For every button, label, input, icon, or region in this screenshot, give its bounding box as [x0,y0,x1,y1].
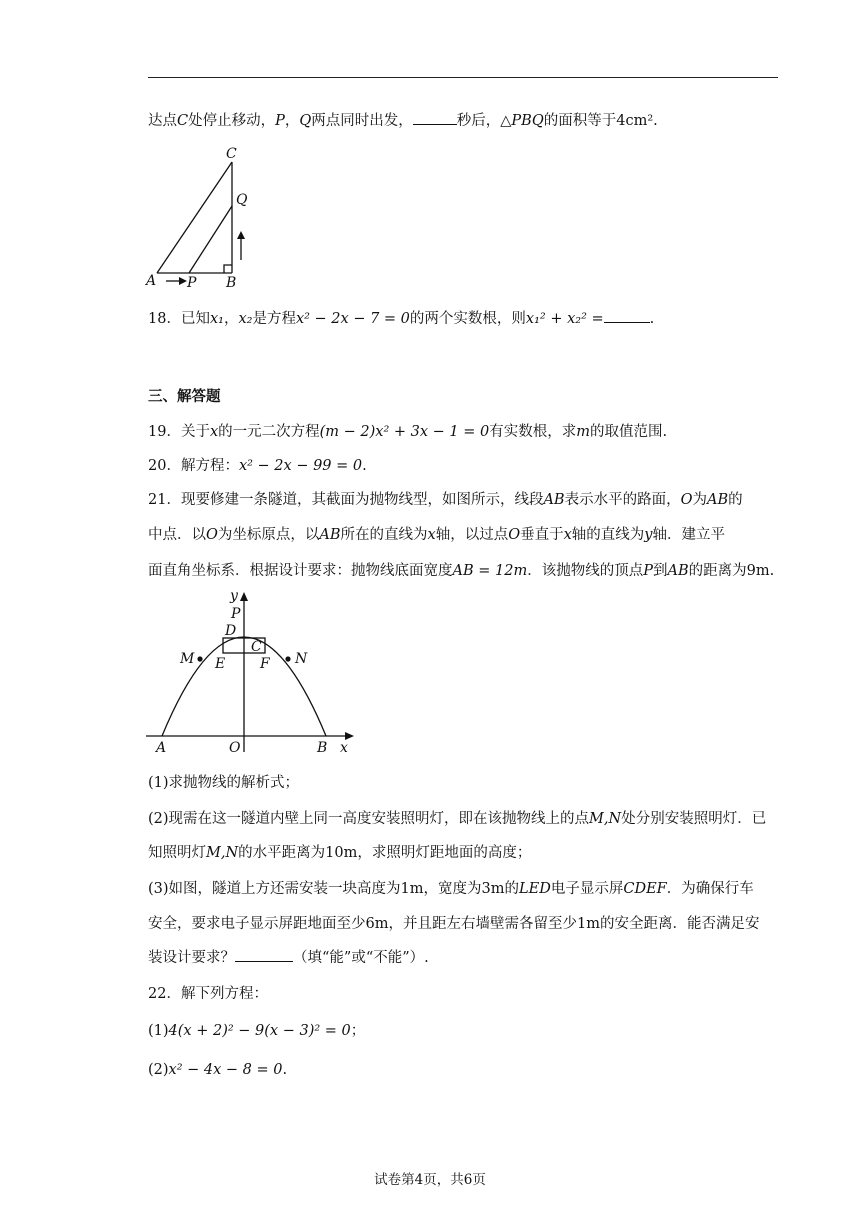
q21-text: 为 [692,492,707,508]
label-a: A [156,740,167,756]
q20-number: 20． [148,458,181,474]
q21-2-text: 处分别安装照明灯．已 [621,811,767,827]
q17-point-q: Q [299,113,312,129]
q21-text: 到 [652,563,668,579]
label-p: P [187,275,197,291]
q19-text: 关于 [180,424,210,440]
q17-sep: ， [284,113,300,129]
q18-sep: ， [223,311,239,327]
q21-part-1: (1)求抛物线的解析式； [148,775,300,791]
q21-x: x [427,527,436,543]
q21-text: 轴．建立平 [652,527,725,543]
q20-end: . [362,458,367,474]
q18-x1: x₁ [209,311,224,327]
q22-2-equation: x² − 4x − 8 = 0 [168,1062,283,1078]
section-heading: 三、解答题 [148,388,221,405]
question-18 [148,308,654,330]
q22-1-end: ； [350,1023,366,1039]
q17-area: 4cm² [616,113,654,129]
q21-text: 的距离为 [688,563,747,579]
q19-number: 19． [148,424,181,440]
q21-figure [140,588,370,758]
q21-2-distance: 10m [325,845,358,861]
right-angle-mark [224,265,232,273]
page-footer: 试卷第4页，共6页 [374,1172,486,1188]
q21-3-text: 装设计要求？ [148,950,235,966]
label-m: M [180,651,195,667]
q21-3-led: LED [519,881,551,897]
q19-text: 的一元二次方程 [218,424,320,440]
q19-var-m: m [576,424,590,440]
q21-text: 为坐标原点，以 [217,527,320,543]
q21-3-text: 的 [504,881,520,897]
q21-3-cdef: CDEF [623,881,667,897]
q19-text: 有实数根，求 [489,424,577,440]
q18-expression: x₁² + x₂² = [525,311,604,327]
q21-x: x [563,527,572,543]
q21-text: 垂直于 [520,527,564,543]
q18-number: 18． [148,311,181,327]
q20-equation: x² − 2x − 99 = 0 [238,458,363,474]
q18-text: 的两个实数根，则 [409,311,526,327]
q19-equation: (m − 2)x² + 3x − 1 = 0 [319,424,490,440]
q17-text: 秒后， [456,113,501,129]
question-19 [148,421,667,443]
label-c: C [226,146,237,162]
q21-p: P [643,563,653,579]
q21-line-3 [148,560,774,582]
q21-ab: AB [706,492,729,508]
q17-point-p: P [275,113,285,129]
q22-part-1 [148,1020,365,1042]
label-f: F [260,656,270,672]
q21-part-2-line-2 [148,842,531,864]
label-e: E [215,656,226,672]
label-y: y [230,588,238,604]
x-axis-arrow-icon [345,732,354,740]
q21-ab: AB [667,563,689,579]
q17-answer-blank[interactable] [413,110,457,125]
point-m [197,656,202,661]
q21-2-text: 的水平距离为 [238,845,326,861]
q21-y: y [644,527,653,543]
label-x: x [340,740,348,756]
q21-2-text: (2)现需在这一隧道内壁上同一高度安装照明灯，即在该抛物线上的点 [148,811,590,827]
label-d: D [225,623,237,639]
q21-text: 所在的直线为 [340,527,428,543]
q21-line-2 [148,524,725,546]
q22-1-number: (1) [148,1023,169,1039]
q21-o: O [206,527,218,543]
q21-3-width: 3m [481,881,505,897]
q21-line-1 [148,489,743,511]
label-c: C [251,639,262,655]
question-20 [148,455,367,477]
q21-part-3-line-1 [148,878,754,900]
q18-text: 是方程 [252,311,296,327]
label-b: B [226,275,237,291]
q17-continuation [148,110,658,132]
q21-part-3-line-2 [148,913,759,935]
label-b: B [317,740,328,756]
q21-text: 轴的直线为 [571,527,645,543]
q21-3-text: ．为确保行车 [666,881,754,897]
q21-3-text: ，宽度为 [423,881,482,897]
label-q: Q [236,192,248,208]
q21-height: 9m [746,563,770,579]
q17-text: 处停止移动， [188,113,276,129]
q17-end: . [653,113,658,129]
q21-2-mn: M,N [589,811,622,827]
q17-text: 达点 [148,113,177,129]
q21-o: O [680,492,693,508]
q21-3-min-height: 6m [365,916,389,932]
label-o: O [229,740,241,756]
q21-text: 中点．以 [148,527,206,543]
q21-3-text: 安全，要求电子显示屏距地面至少 [148,916,366,932]
q21-text: 轴，以过点 [435,527,509,543]
y-axis-arrow-icon [240,592,248,601]
arrow-up-icon [237,231,245,239]
q17-triangle: △PBQ [500,113,544,129]
q21-2-mn: M,N [206,845,239,861]
q17-figure [140,142,280,292]
q21-3-text: （填“能”或“不能”）. [293,950,429,966]
q21-part-3-line-3 [148,947,429,969]
point-n [285,656,290,661]
header-rule [148,77,778,78]
q21-o: O [508,527,521,543]
label-a: A [146,273,157,289]
arrow-right-icon [179,277,187,285]
q21-2-text: 知照明灯 [148,845,206,861]
q18-text: 已知 [180,311,210,327]
q20-text: 解方程： [180,458,239,474]
q18-end: . [649,311,655,327]
q18-x2: x₂ [238,311,253,327]
q22-2-number: (2) [148,1062,169,1078]
q19-text: 的取值范围. [590,424,668,440]
q21-text: 面直角坐标系．根据设计要求：抛物线底面宽度 [148,563,453,579]
q21-ab: AB [543,492,565,508]
q21-3-margin: 1m [576,916,600,932]
label-n: N [295,651,308,667]
q21-part-2-line-1 [148,808,766,830]
q17-text: 的面积等于 [543,113,617,129]
q19-var-x: x [209,424,219,440]
q21-3-text: ，并且距左右墙壁需各留至少 [388,916,577,932]
q21-text: 的 [728,492,743,508]
segment-ac [157,162,232,273]
q22-2-end: . [282,1062,288,1078]
q21-3-answer-blank[interactable] [235,947,293,962]
q21-text: ．该抛物线的顶点 [527,563,644,579]
q22-1-equation: 4(x + 2)² − 9(x − 3)² = 0 [168,1023,351,1039]
label-p: P [231,606,241,622]
q18-equation: x² − 2x − 7 = 0 [295,311,410,327]
q21-text: 21．现要修建一条隧道，其截面为抛物线型，如图所示，线段 [148,492,544,508]
q21-3-text: (3)如图，隧道上方还需安装一块高度为 [148,881,401,897]
q22-part-2 [148,1059,287,1081]
q17-text: 两点同时出发， [311,113,413,129]
q21-3-text: 电子显示屏 [550,881,624,897]
q21-text: 表示水平的路面， [564,492,681,508]
q18-answer-blank[interactable] [604,308,650,323]
q17-point-c: C [177,113,189,129]
q21-ab: AB [319,527,341,543]
q21-2-text: ，求照明灯距地面的高度； [357,845,532,861]
q21-3-height: 1m [400,881,424,897]
q21-end: . [769,563,775,579]
question-22: 22．解下列方程： [148,986,268,1002]
q21-3-text: 的安全距离．能否满足安 [599,916,760,932]
q21-ab-width: AB = 12m [452,563,528,579]
